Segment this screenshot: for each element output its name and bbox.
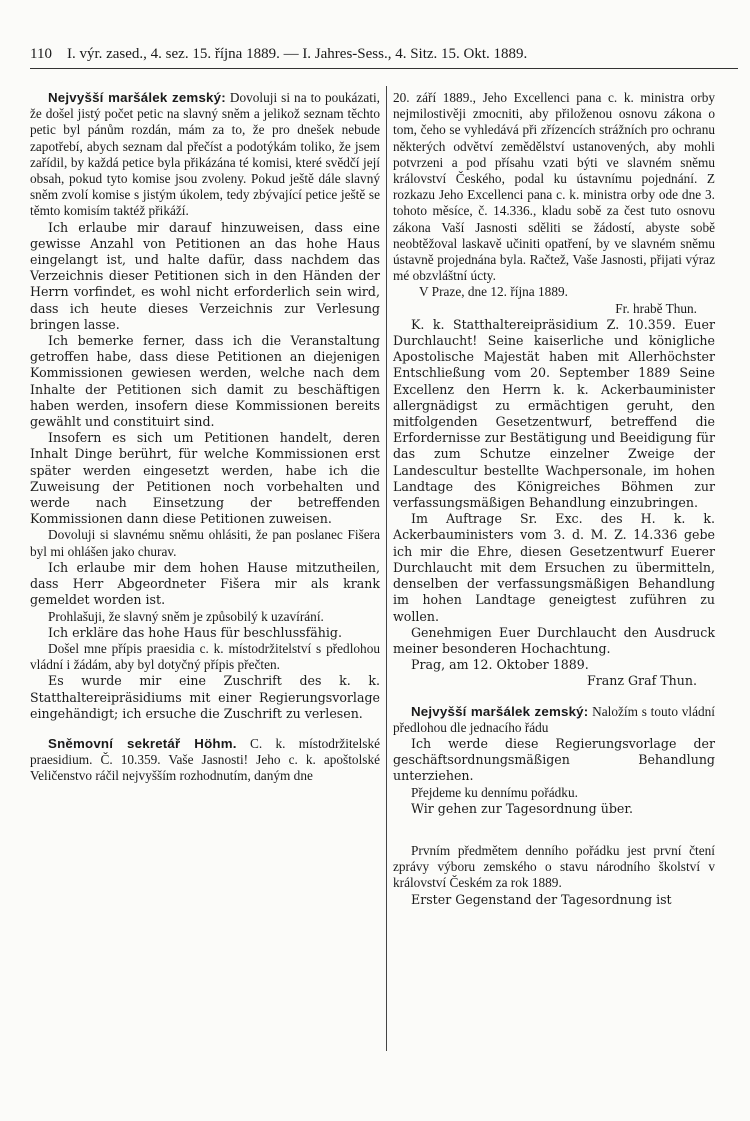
- paragraph-text: Insofern es sich um Petitionen handelt, deren Inhalt Dinge berührt, für welche Kommissionen erst später werden eingesetzt werden, habe ich die Zuweisung der Petitionen noch vorbehalten und werde nach Einsetzung der betreffenden Kommissionen dann diese Petitionen zuweisen.: [30, 430, 380, 527]
- paragraph: [393, 90, 715, 284]
- paragraph: [393, 317, 715, 511]
- paragraph-text: Fr. hrabě Thun.: [615, 300, 697, 316]
- paragraph: [30, 560, 380, 609]
- paragraph-text: Ich werde diese Regierungsvorlage der geschäftsordnungsmäßigen Behandlung unterziehen.: [393, 735, 715, 784]
- paragraph: [393, 511, 715, 624]
- paragraph: [393, 892, 715, 908]
- paragraph: [393, 704, 715, 736]
- paragraph-text: Wir gehen zur Tagesordnung über.: [411, 800, 633, 816]
- paragraph: [30, 736, 380, 785]
- speaker-name: Nejvyšší maršálek zemský:: [411, 703, 589, 719]
- paragraph-text: Dovoluji si na to poukázati, že došel jistý počet petic na slavný sněm a jelikož seznam těchto petic byl pánům rozdán, mám za to, že pro dnešek nebude zapotřebí, abych seznam dal přečíst a podotýkám toliko, že jsem zařídil, by každá petice byla přikázána té komisi, které svědčí její obsah, pokud tyto komise jsou zvoleny. Pokud ještě dále slavný sněm zvolí komise s jistým úkolem, tedy zbývající petice ještě se těmto komisím taktéž přikáží.: [30, 90, 380, 219]
- paragraph-text: Ich erkläre das hohe Haus für beschlussfähig.: [48, 624, 342, 640]
- paragraph: [393, 673, 715, 689]
- paragraph-text: Es wurde mir eine Zuschrift des k. k. Statthaltereipräsidiums mit einer Regierungsvorlage eingehändigt; ich ersuche die Zuschrift zu verlesen.: [30, 673, 380, 721]
- header-rule: [30, 68, 738, 69]
- paragraph: [393, 625, 715, 657]
- paragraph: [30, 641, 380, 673]
- paragraph: [30, 220, 380, 333]
- paragraph-text: Genehmigen Euer Durchlaucht den Ausdruck meiner besonderen Hochachtung.: [393, 624, 715, 656]
- paragraph: [30, 90, 380, 220]
- paragraph-text: Prvním předmětem denního pořádku jest první čtení zprávy výboru zemského o stavu národního školství v království Českém za rok 1889.: [393, 842, 715, 891]
- paragraph-gap: [393, 690, 715, 704]
- column-divider: [386, 86, 387, 1051]
- paragraph: [393, 301, 715, 317]
- paragraph-text: Franz Graf Thun.: [586, 673, 697, 689]
- paragraph-text: Ich erlaube mir darauf hinzuweisen, dass eine gewisse Anzahl von Petitionen an das hohe Haus eingelangt ist, und halte dafür, dass nachdem das Verzeichnis dieser Petitionen sich in den Händen der Herrn vorfindet, es wohl nicht erforderlich sein wird, dass ich heute dieses Verzeichnis zur Verlesung bringen lasse.: [30, 219, 380, 332]
- paragraph-text: Im Auftrage Sr. Exc. des H. k. k. Ackerbauministers vom 3. d. M. Z. 14.336 gebe ich mir die Ehre, diesen Gesetzentwurf Euerer Durchlaucht mit dem Ersuchen zu übermitteln, denselben der verfassungsmäßigen Behandlung im hohen Landtage geneigtest zuführen zu wollen.: [393, 511, 715, 624]
- paragraph-text: K. k. Statthaltereipräsidium Z. 10.359. Euer Durchlaucht! Seine kaiserliche und königliche Apostolische Majestät haben mit Allerhöchster Entschließung vom 20. September 1889 Seine Excellenz den Herrn k. k. Ackerbauminister allergnädigst zu ermächtigen geruht, den mitfolgenden Gesetzentwurf, betreffend die Erfordernisse zur Bestätigung und Beeidigung für das zum Schutze einzelner Zweige der Landescultur bestellte Wachpersonale, im hohen Landtage des Königreiches Böhmen zur verfassungsmäßigen Behandlung einzubringen.: [393, 316, 715, 511]
- paragraph: [30, 625, 380, 641]
- paragraph-text: Došel mne přípis praesidia c. k. místodržitelství s předlohou vládní i žádám, aby byl dotyčný přípis přečten.: [30, 640, 380, 673]
- paragraph-gap: [30, 722, 380, 736]
- page-number: 110: [30, 46, 52, 62]
- page-header: [30, 46, 730, 63]
- paragraph: [30, 430, 380, 527]
- paragraph-text: Ich bemerke ferner, dass ich die Veranstaltung getroffen habe, dass diese Petitionen an diejenigen Kommissionen gewiesen werden, welche nach dem Inhalte der Petitionen sich damit zu beschäftigen haben werden, insofern diese Kommissionen bereits gewählt und constituirt sind.: [30, 333, 380, 430]
- paragraph: [30, 673, 380, 722]
- paragraph-gap: [393, 817, 715, 843]
- paragraph: [393, 801, 715, 817]
- paragraph: [393, 284, 715, 300]
- paragraph: [393, 657, 715, 673]
- running-title: I. výr. zased., 4. sez. 15. října 1889. — I. Jahres-Sess., 4. Sitz. 15. Okt. 1889.: [66, 46, 528, 62]
- right-column: [393, 90, 715, 908]
- paragraph: [393, 736, 715, 785]
- speaker-name: Sněmovní sekretář Höhm.: [48, 735, 237, 751]
- paragraph: [30, 333, 380, 430]
- paragraph: [30, 527, 380, 559]
- paragraph: [393, 785, 715, 801]
- paragraph: [393, 843, 715, 892]
- paragraph: [30, 609, 380, 625]
- paragraph-text: 20. září 1889., Jeho Excellenci pana c. k. ministra orby nejmilostivěji zmocniti, aby přiloženou osnovu zákona o tom, čeho se vyhledává při zřízencích strážních pro ochranu některých odvětví zemědělství ustanovených, aby mohli potvrzeni a pod přísahu vzati býti ve slavném sněmu království Českého, podal ku ústavnímu pojednání. Z rozkazu Jeho Excellenci pana c. k. ministra orby ode dne 3. tohoto měsíce, č. 14.336., kladu sobě za čest tuto osnovu zákona Vaší Jasnosti sděliti se žádostí, abyste sobě neobtěžoval laskavě učiniti opatření, by ve slavném sněmu ústavně projednána byla. Račtež, Vaše Jasnosti, přijati výraz mé obzvláštní úcty.: [393, 90, 715, 284]
- speaker-name: Nejvyšší maršálek zemský:: [48, 90, 226, 105]
- left-column: [30, 90, 380, 785]
- paragraph-text: C. k. místodržitelské praesidium. Č. 10.359. Vaše Jasnosti! Jeho c. k. apoštolské Veličenstvo ráčil nejvyšším rozhodnutím, daným dne: [30, 735, 380, 784]
- paragraph-text: Dovoluji si slavnému sněmu ohlásiti, že pan poslanec Fišera byl mi ohlášen jako churav.: [30, 527, 380, 559]
- paragraph-text: Prohlašuji, že slavný sněm je způsobilý k uzavírání.: [48, 608, 324, 624]
- paragraph-text: Přejdeme ku dennímu pořádku.: [411, 784, 578, 800]
- paragraph-text: V Praze, dne 12. října 1889.: [419, 284, 568, 300]
- paragraph-text: Naložím s touto vládní předlohou dle jednacího řádu: [393, 703, 715, 735]
- paragraph-text: Erster Gegenstand der Tagesordnung ist: [411, 891, 672, 907]
- paragraph-text: Prag, am 12. Oktober 1889.: [411, 657, 589, 673]
- paragraph-text: Ich erlaube mir dem hohen Hause mitzutheilen, dass Herr Abgeordneter Fišera mir als krank gemeldet worden ist.: [30, 559, 380, 608]
